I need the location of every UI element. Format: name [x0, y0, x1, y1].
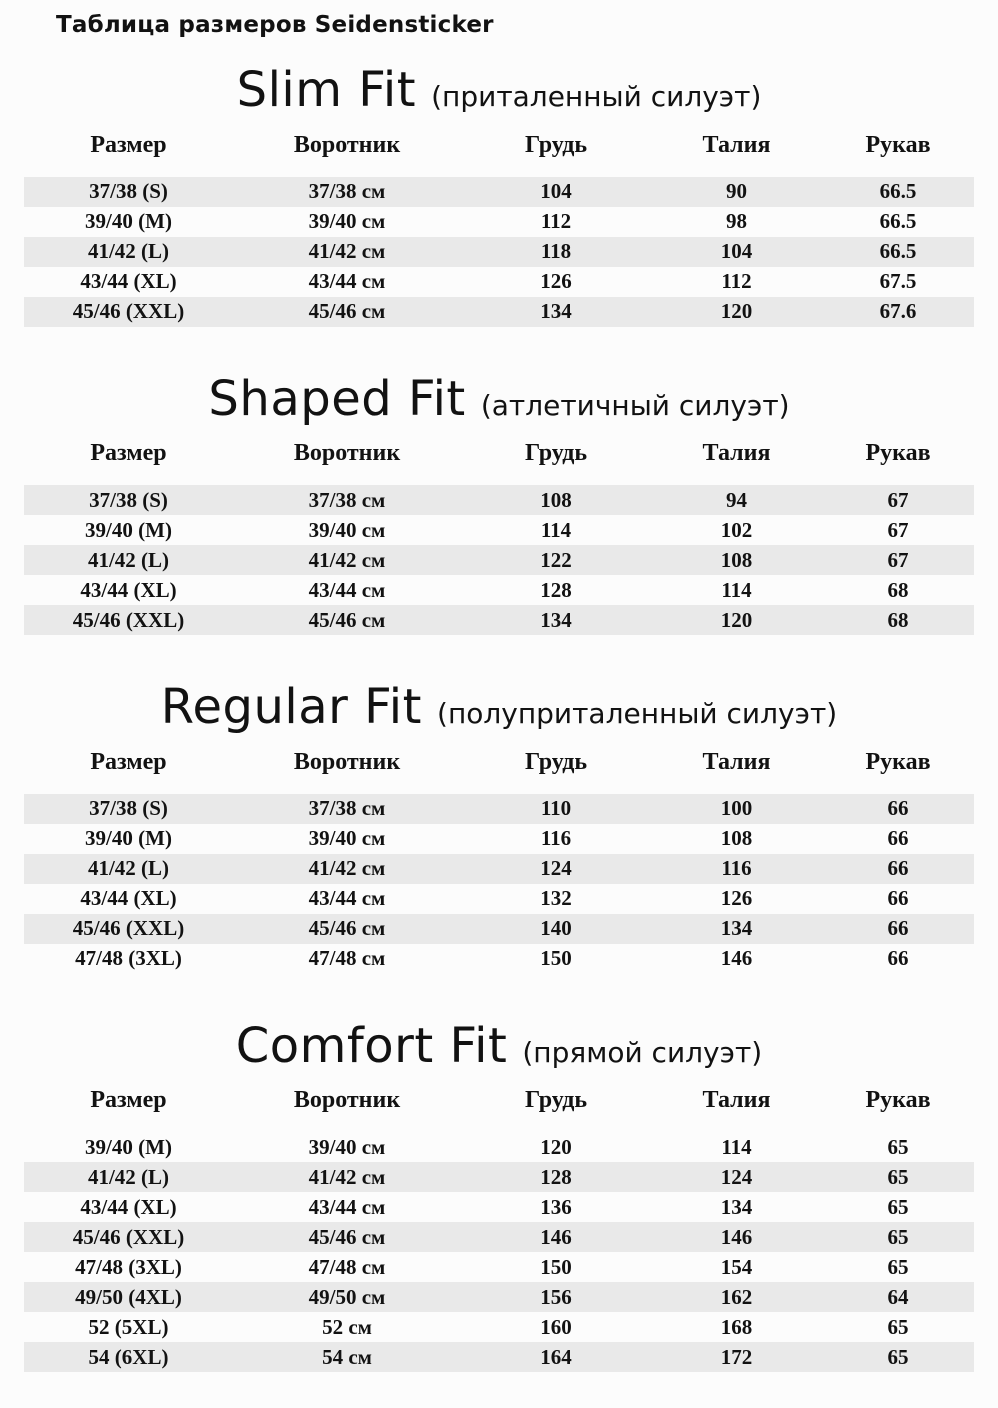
- table-cell: 37/38 см: [308, 796, 386, 821]
- column-header: Талия: [702, 440, 771, 467]
- section-shaped-fit: [24, 371, 974, 636]
- table-cell: 118: [540, 239, 572, 264]
- table-cell: 114: [721, 1134, 752, 1159]
- table-cell: 49/50 см: [308, 1284, 386, 1309]
- table-cell: 102: [720, 517, 753, 542]
- table-cell: 66: [887, 796, 909, 821]
- table-cell: 52 см: [322, 1314, 372, 1339]
- header-row: [24, 128, 974, 177]
- table-row: [24, 1132, 974, 1162]
- table-cell: 154: [720, 1254, 753, 1279]
- table-cell: 65: [887, 1134, 909, 1159]
- table-cell: 134: [720, 916, 753, 941]
- table-row: [24, 575, 974, 605]
- table-body: [24, 1132, 974, 1372]
- table-cell: 43/44 см: [308, 886, 386, 911]
- section-heading: [24, 371, 974, 429]
- section-subtitle: (атлетичный силуэт): [480, 388, 790, 422]
- table-row: [24, 1252, 974, 1282]
- table-cell: 43/44 (XL): [80, 886, 177, 911]
- column-header: Грудь: [524, 131, 588, 158]
- table-cell: 156: [540, 1284, 572, 1309]
- column-header: Размер: [90, 440, 167, 467]
- table-cell: 39/40 см: [308, 517, 386, 542]
- table-cell: 108: [720, 826, 753, 851]
- table-cell: 65: [887, 1314, 909, 1339]
- table-cell: 52 (5XL): [88, 1314, 169, 1339]
- table-cell: 45/46 см: [308, 607, 386, 632]
- section-title: Slim Fit: [236, 62, 417, 118]
- table-cell: 41/42 см: [308, 1164, 386, 1189]
- table-cell: 110: [540, 796, 572, 821]
- table-cell: 41/42 см: [308, 547, 386, 572]
- table-cell: 39/40 см: [308, 826, 386, 851]
- table-cell: 100: [720, 796, 753, 821]
- table-cell: 43/44 см: [308, 577, 386, 602]
- table-cell: 120: [540, 1134, 572, 1159]
- section-heading: [24, 679, 974, 737]
- page-title: Таблица размеров Seidensticker: [56, 12, 494, 38]
- table-row: [24, 485, 974, 515]
- table-header: [24, 128, 974, 177]
- table-row: [24, 1312, 974, 1342]
- table-cell: 116: [721, 856, 752, 881]
- table-cell: 66: [887, 916, 909, 941]
- table-cell: 136: [540, 1194, 572, 1219]
- table-cell: 39/40 (M): [85, 517, 172, 542]
- table-cell: 126: [720, 886, 753, 911]
- table-cell: 43/44 см: [308, 269, 386, 294]
- section-title: Shaped Fit: [208, 370, 466, 427]
- table-cell: 47/48 см: [308, 946, 386, 971]
- table-body: [24, 177, 974, 327]
- table-cell: 120: [720, 299, 753, 324]
- table-cell: 164: [540, 1344, 572, 1369]
- table-cell: 108: [540, 487, 572, 512]
- table-row: [24, 297, 974, 327]
- table-cell: 128: [540, 1164, 572, 1189]
- table-cell: 45/46 (XXL): [72, 299, 185, 324]
- section-subtitle: (приталенный силуэт): [431, 80, 762, 113]
- table-cell: 39/40 (M): [85, 1134, 172, 1159]
- table-cell: 37/38 см: [308, 487, 386, 512]
- table-cell: 66: [887, 826, 909, 851]
- table-cell: 39/40 см: [308, 1134, 386, 1159]
- table-cell: 65: [887, 1224, 909, 1249]
- table-row: [24, 267, 974, 297]
- table-row: [24, 1162, 974, 1192]
- table-row: [24, 1192, 974, 1222]
- table-cell: 114: [540, 517, 572, 542]
- header-row: [24, 436, 974, 485]
- column-header: Размер: [90, 748, 167, 775]
- column-header: Размер: [90, 131, 167, 158]
- table-cell: 146: [720, 946, 753, 971]
- section-subtitle: (прямой силуэт): [522, 1035, 763, 1069]
- table-cell: 104: [540, 179, 572, 204]
- table-cell: 45/46 (XXL): [72, 1224, 185, 1249]
- table-cell: 162: [720, 1284, 753, 1309]
- table-row: [24, 605, 974, 635]
- table-cell: 67: [887, 487, 909, 512]
- table-cell: 45/46 (XXL): [72, 916, 185, 941]
- section-subtitle: (полуприталенный силуэт): [437, 697, 838, 731]
- table-cell: 41/42 (L): [87, 239, 170, 264]
- section-title: Comfort Fit: [235, 1017, 508, 1074]
- header-row: [24, 1083, 974, 1132]
- table-cell: 124: [540, 856, 572, 881]
- table-row: [24, 237, 974, 267]
- table-cell: 140: [540, 916, 572, 941]
- table-cell: 108: [720, 547, 753, 572]
- table-row: [24, 1342, 974, 1372]
- table-cell: 64: [887, 1284, 909, 1309]
- table-cell: 116: [540, 826, 572, 851]
- table-cell: 67: [887, 517, 909, 542]
- table-cell: 43/44 см: [308, 1194, 386, 1219]
- table-cell: 47/48 см: [308, 1254, 386, 1279]
- table-cell: 41/42 (L): [87, 1164, 170, 1189]
- table-cell: 66: [887, 856, 909, 881]
- table-cell: 146: [540, 1224, 572, 1249]
- table-cell: 124: [720, 1164, 753, 1189]
- table-cell: 128: [540, 577, 572, 602]
- table-cell: 67.5: [879, 269, 917, 294]
- table-row: [24, 1282, 974, 1312]
- column-header: Талия: [702, 131, 771, 158]
- table-cell: 41/42 (L): [87, 547, 170, 572]
- table-cell: 39/40 (M): [85, 826, 172, 851]
- column-header: Рукав: [865, 440, 931, 467]
- column-header: Талия: [702, 1087, 771, 1114]
- table-cell: 37/38 (S): [89, 487, 168, 512]
- table-cell: 45/46 см: [308, 1224, 386, 1249]
- table-cell: 134: [720, 1194, 753, 1219]
- column-header: Талия: [702, 748, 771, 775]
- table-row: [24, 824, 974, 854]
- column-header: Грудь: [524, 440, 588, 467]
- size-table-slim-fit: [24, 128, 974, 327]
- table-cell: 168: [720, 1314, 753, 1339]
- table-cell: 45/46 (XXL): [72, 607, 185, 632]
- table-cell: 66: [887, 886, 909, 911]
- column-header: Рукав: [865, 1087, 931, 1114]
- table-cell: 65: [887, 1164, 909, 1189]
- column-header: Воротник: [293, 440, 401, 467]
- table-cell: 41/42 см: [308, 856, 386, 881]
- table-cell: 90: [726, 179, 747, 204]
- table-row: [24, 944, 974, 974]
- section-heading: [24, 62, 974, 120]
- table-cell: 54 (6XL): [88, 1344, 169, 1369]
- table-cell: 43/44 (XL): [80, 577, 177, 602]
- table-cell: 41/42 (L): [87, 856, 170, 881]
- table-row: [24, 515, 974, 545]
- table-cell: 47/48 (3XL): [75, 1254, 182, 1279]
- table-header: [24, 1083, 974, 1132]
- table-cell: 134: [540, 299, 572, 324]
- header-row: [24, 745, 974, 794]
- table-cell: 104: [720, 239, 753, 264]
- table-cell: 67: [887, 547, 909, 572]
- table-cell: 66: [887, 946, 909, 971]
- table-cell: 112: [540, 209, 572, 234]
- table-cell: 43/44 (XL): [80, 269, 177, 294]
- column-header: Грудь: [524, 1087, 588, 1114]
- column-header: Воротник: [293, 1087, 401, 1114]
- table-cell: 37/38 (S): [89, 796, 168, 821]
- table-row: [24, 854, 974, 884]
- table-cell: 65: [887, 1194, 909, 1219]
- table-cell: 43/44 (XL): [80, 1194, 177, 1219]
- table-cell: 45/46 см: [308, 299, 386, 324]
- table-header: [24, 745, 974, 794]
- table-body: [24, 794, 974, 974]
- section-title: Regular Fit: [160, 679, 422, 736]
- table-cell: 65: [887, 1254, 909, 1279]
- section-slim-fit: [24, 62, 974, 327]
- table-cell: 49/50 (4XL): [75, 1284, 182, 1309]
- column-header: Грудь: [524, 748, 588, 775]
- table-cell: 45/46 см: [308, 916, 386, 941]
- table-cell: 146: [720, 1224, 753, 1249]
- column-header: Воротник: [293, 748, 401, 775]
- column-header: Рукав: [865, 748, 931, 775]
- table-body: [24, 485, 974, 635]
- table-header: [24, 436, 974, 485]
- section-comfort-fit: [24, 1018, 974, 1373]
- column-header: Рукав: [865, 131, 931, 158]
- table-row: [24, 177, 974, 207]
- table-cell: 150: [540, 1254, 572, 1279]
- table-cell: 120: [720, 607, 753, 632]
- table-cell: 41/42 см: [308, 239, 386, 264]
- table-row: [24, 207, 974, 237]
- table-cell: 160: [540, 1314, 572, 1339]
- table-cell: 132: [540, 886, 572, 911]
- table-cell: 126: [540, 269, 572, 294]
- section-regular-fit: [24, 679, 974, 974]
- table-cell: 112: [721, 269, 752, 294]
- size-table-shaped-fit: [24, 436, 974, 635]
- table-cell: 39/40 (M): [85, 209, 172, 234]
- table-cell: 98: [726, 209, 747, 234]
- table-cell: 65: [887, 1344, 909, 1369]
- table-cell: 39/40 см: [308, 209, 386, 234]
- table-row: [24, 884, 974, 914]
- table-cell: 122: [540, 547, 572, 572]
- column-header: Воротник: [293, 131, 401, 158]
- table-cell: 172: [720, 1344, 753, 1369]
- table-row: [24, 914, 974, 944]
- table-cell: 68: [887, 607, 909, 632]
- size-table-regular-fit: [24, 745, 974, 974]
- table-cell: 47/48 (3XL): [75, 946, 182, 971]
- table-cell: 54 см: [322, 1344, 372, 1369]
- table-cell: 37/38 (S): [89, 179, 168, 204]
- table-cell: 134: [540, 607, 572, 632]
- section-heading: [24, 1018, 974, 1076]
- table-row: [24, 794, 974, 824]
- table-cell: 37/38 см: [308, 179, 386, 204]
- table-cell: 114: [721, 577, 752, 602]
- table-cell: 66.5: [879, 239, 917, 264]
- table-cell: 66.5: [879, 209, 917, 234]
- table-cell: 66.5: [879, 179, 917, 204]
- table-cell: 150: [540, 946, 572, 971]
- table-row: [24, 545, 974, 575]
- column-header: Размер: [90, 1087, 167, 1114]
- table-cell: 68: [887, 577, 909, 602]
- table-row: [24, 1222, 974, 1252]
- table-cell: 67.6: [879, 299, 917, 324]
- size-table-comfort-fit: [24, 1083, 974, 1372]
- table-cell: 94: [726, 487, 747, 512]
